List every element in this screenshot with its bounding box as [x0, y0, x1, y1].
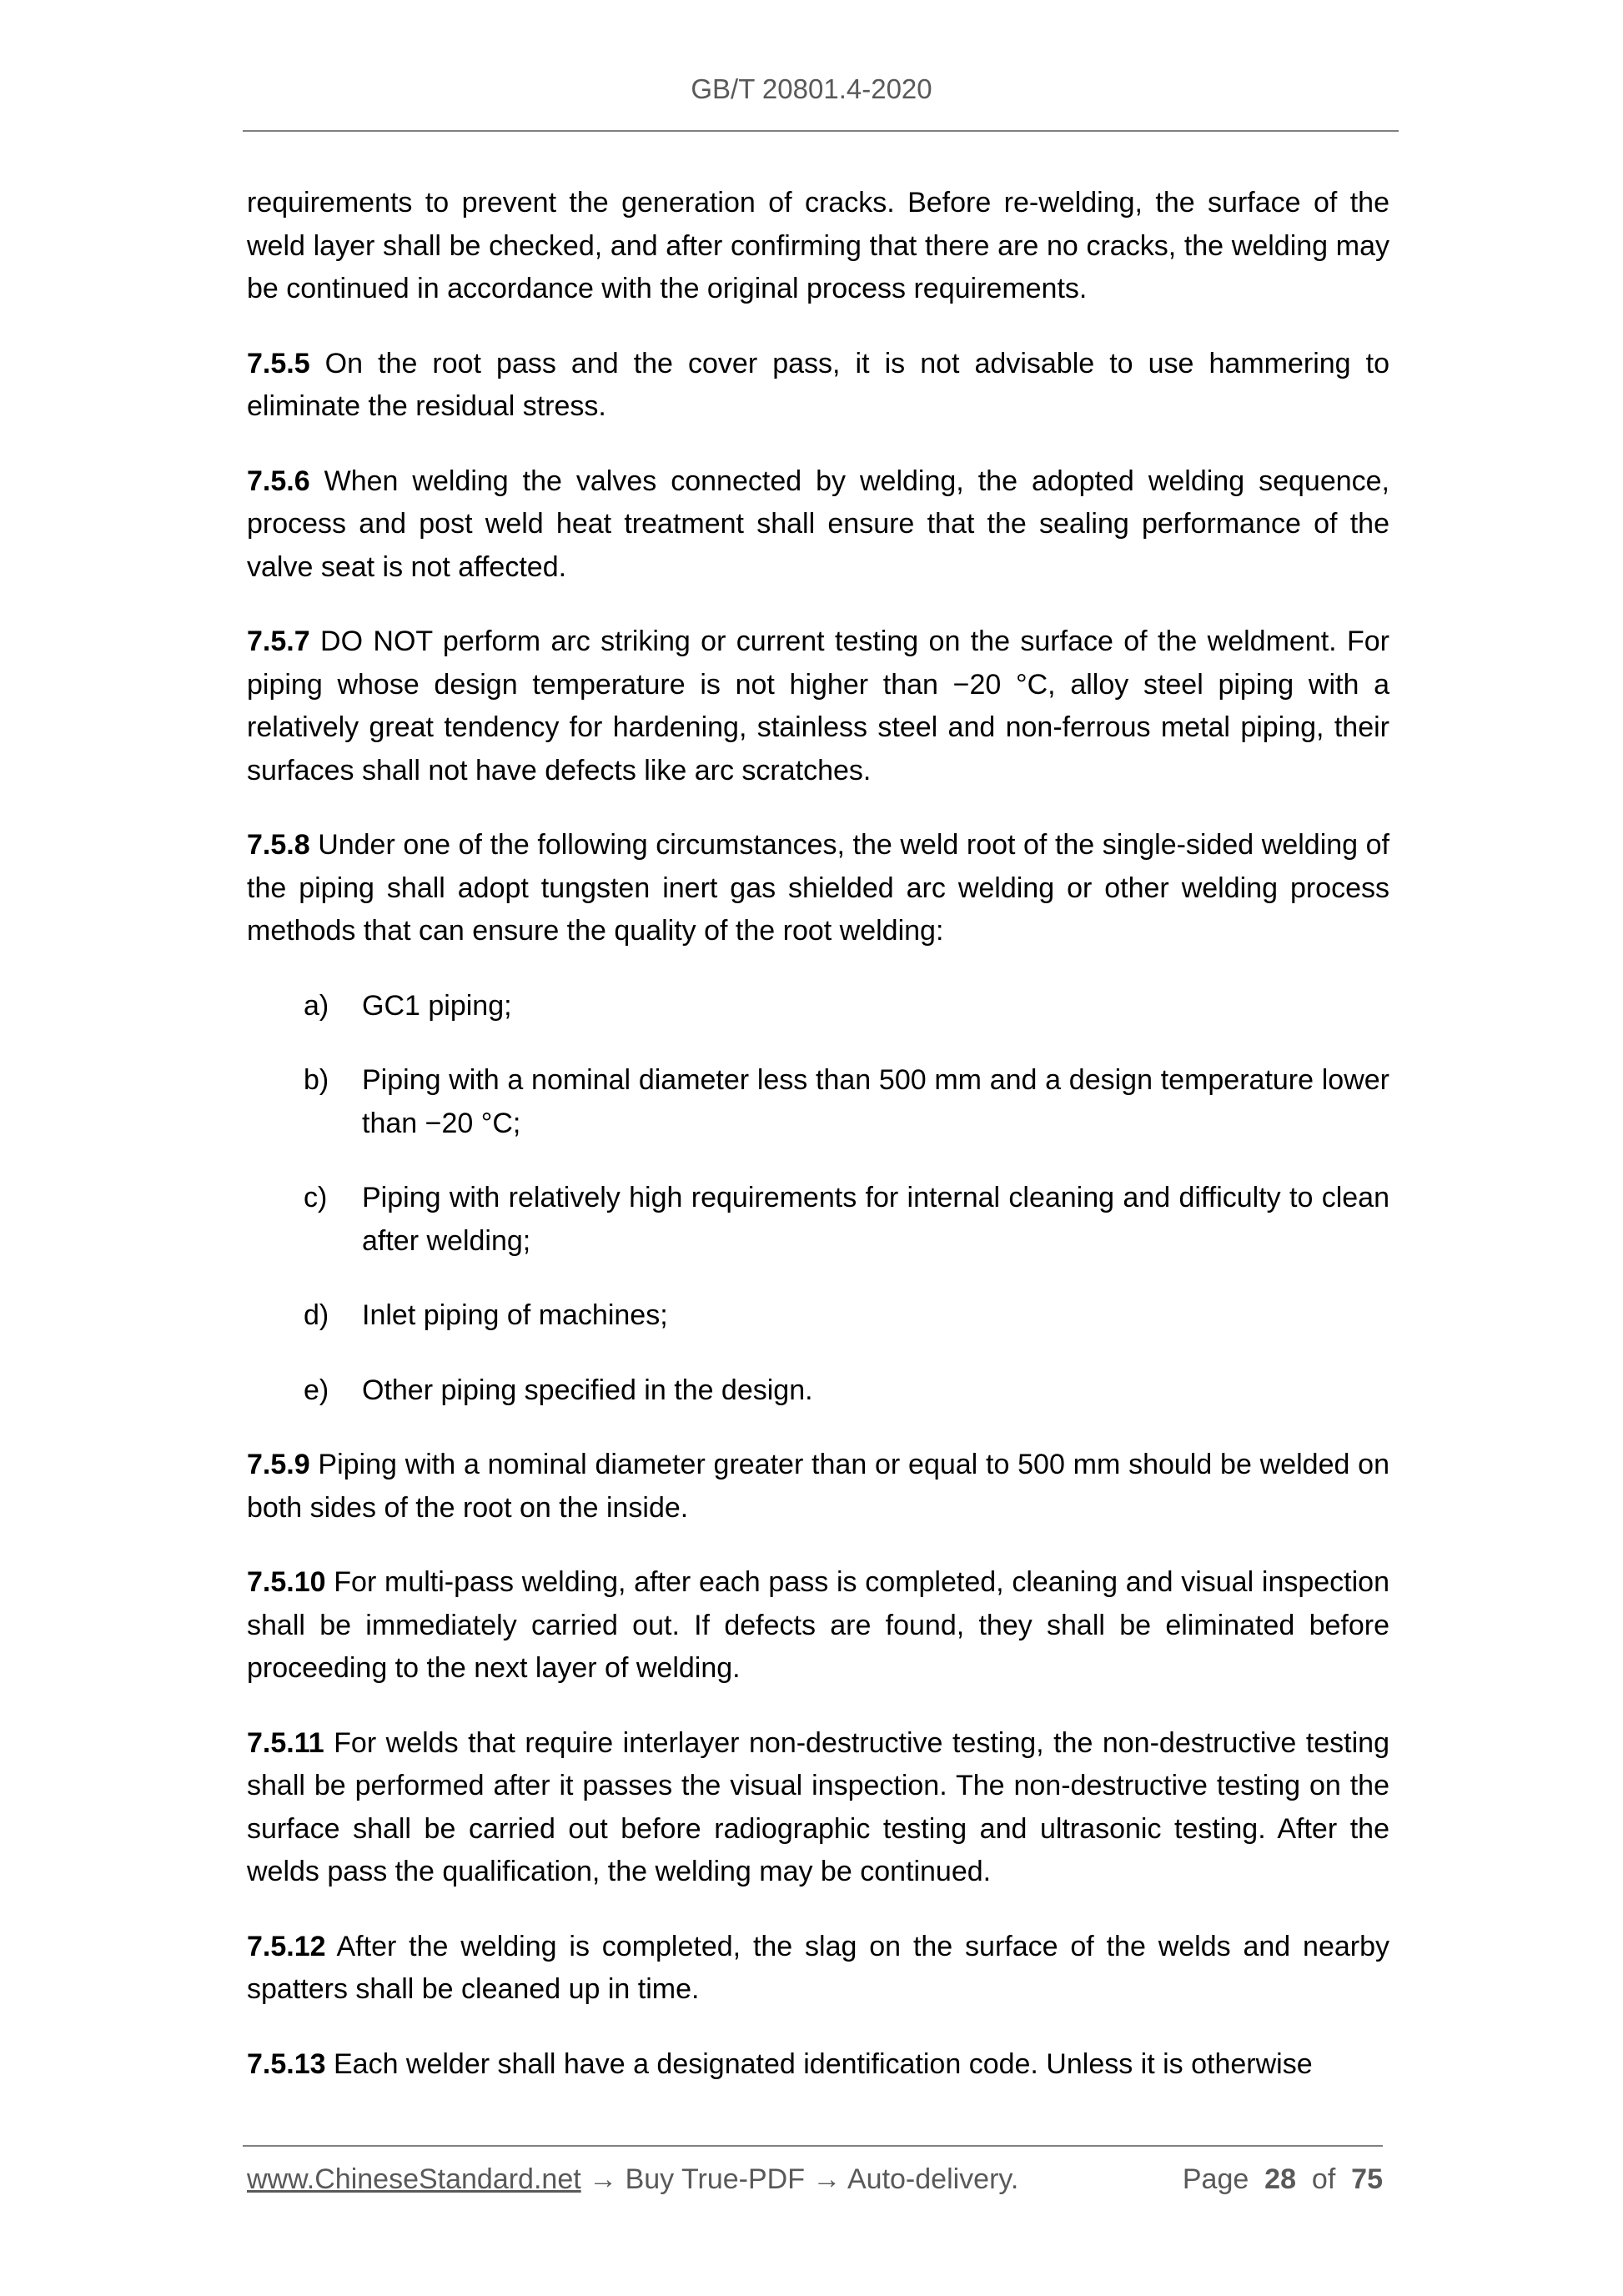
header-divider — [243, 130, 1399, 132]
clause-text: When welding the valves connected by welding, the adopted welding sequence, process and post weld heat treatment shall ensure that the sealing performance of the valve seat is not affected. — [247, 465, 1389, 583]
clause-number: 7.5.13 — [247, 2047, 326, 2080]
clause-7-5-9 — [247, 1444, 1389, 1530]
clause-text: DO NOT perform arc striking or current testing on the surface of the weldment. For piping whose design temperature is not higher than −20 °C, alloy steel piping with a relatively great tendency for hardening, stainless steel and non-ferrous metal piping, their surfaces shall not have defects like arc scratches. — [247, 625, 1389, 786]
clause-7-5-6 — [247, 460, 1389, 590]
clause-7-5-12 — [247, 1926, 1389, 2012]
page-word: Page — [1182, 2163, 1249, 2195]
list-item — [247, 1177, 1389, 1263]
clause-text: Piping with a nominal diameter greater than or equal to 500 mm should be welded on both sides of the root on the inside. — [247, 1449, 1389, 1524]
website-link[interactable]: www.ChineseStandard.net — [247, 2163, 581, 2195]
clause-7-5-11 — [247, 1722, 1389, 1894]
clause-7-5-8 — [247, 824, 1389, 953]
clause-number: 7.5.11 — [247, 1726, 324, 1759]
clause-number: 7.5.8 — [247, 829, 310, 861]
footer-tagline: → Buy True-PDF → Auto-delivery. — [580, 2163, 1019, 2195]
clause-number: 7.5.6 — [247, 465, 310, 497]
clause-7-5-5 — [247, 343, 1389, 429]
page-current: 28 — [1264, 2163, 1296, 2195]
clause-number: 7.5.10 — [247, 1566, 326, 1598]
clause-number: 7.5.7 — [247, 625, 310, 657]
list-label: e) — [304, 1374, 329, 1406]
list-item — [247, 1369, 1389, 1413]
document-body — [247, 182, 1389, 2118]
list-item — [247, 1059, 1389, 1145]
clause-7-5-7 — [247, 620, 1389, 792]
page-total: 75 — [1351, 2163, 1383, 2195]
list-text: Piping with relatively high requirements for internal cleaning and difficulty to clean after welding; — [362, 1182, 1389, 1257]
clause-text: On the root pass and the cover pass, it is not advisable to use hammering to eliminate the residual stress. — [247, 347, 1389, 422]
clause-text: Under one of the following circumstances, the weld root of the single-sided welding of the piping shall adopt tungsten inert gas shielded arc welding or other welding process methods that can ensure the quality of the root welding: — [247, 829, 1389, 947]
list-item — [247, 985, 1389, 1028]
clause-text: After the welding is completed, the slag on the surface of the welds and nearby spatters shall be cleaned up in time. — [247, 1930, 1389, 2005]
page-header-title: GB/T 20801.4-2020 — [691, 73, 932, 104]
of-word: of — [1311, 2163, 1336, 2195]
clause-text: For welds that require interlayer non-destructive testing, the non-destructive testing shall be performed after it passes the visual inspection. The non-destructive testing on the surface shall be carried out before radiographic testing and ultrasonic testing. After the welds pass the qualification, the welding may be continued. — [247, 1726, 1389, 1887]
list-label: c) — [304, 1182, 328, 1213]
list-item — [247, 1294, 1389, 1338]
footer-promo — [247, 2163, 1018, 2196]
list-text: GC1 piping; — [362, 989, 512, 1022]
clause-number: 7.5.5 — [247, 347, 310, 379]
clause-text: Each welder shall have a designated identification code. Unless it is otherwise — [325, 2047, 1313, 2080]
clause-7-5-13 — [247, 2043, 1389, 2087]
page-footer — [247, 2163, 1383, 2196]
clause-text: For multi-pass welding, after each pass is completed, cleaning and visual inspection shall be immediately carried out. If defects are found, they shall be eliminated before proceeding to the next layer of welding. — [247, 1566, 1389, 1684]
clause-number: 7.5.9 — [247, 1449, 310, 1480]
intro-paragraph: requirements to prevent the generation of cracks. Before re-welding, the surface of the weld layer shall be checked, and after confirming that there are no cracks, the welding may be continued in accordance with the original process requirements. — [247, 187, 1389, 304]
list-label: a) — [304, 989, 329, 1022]
footer-divider — [243, 2145, 1383, 2147]
list-text: Piping with a nominal diameter less than 500 mm and a design temperature lower than −20 °C; — [362, 1064, 1389, 1139]
list-label: d) — [304, 1299, 329, 1331]
clause-7-5-10 — [247, 1561, 1389, 1691]
list-text: Other piping specified in the design. — [362, 1374, 813, 1406]
clause-number: 7.5.12 — [247, 1930, 326, 1962]
page-number — [1183, 2163, 1383, 2196]
list-text: Inlet piping of machines; — [362, 1299, 668, 1331]
list-label: b) — [304, 1064, 329, 1096]
